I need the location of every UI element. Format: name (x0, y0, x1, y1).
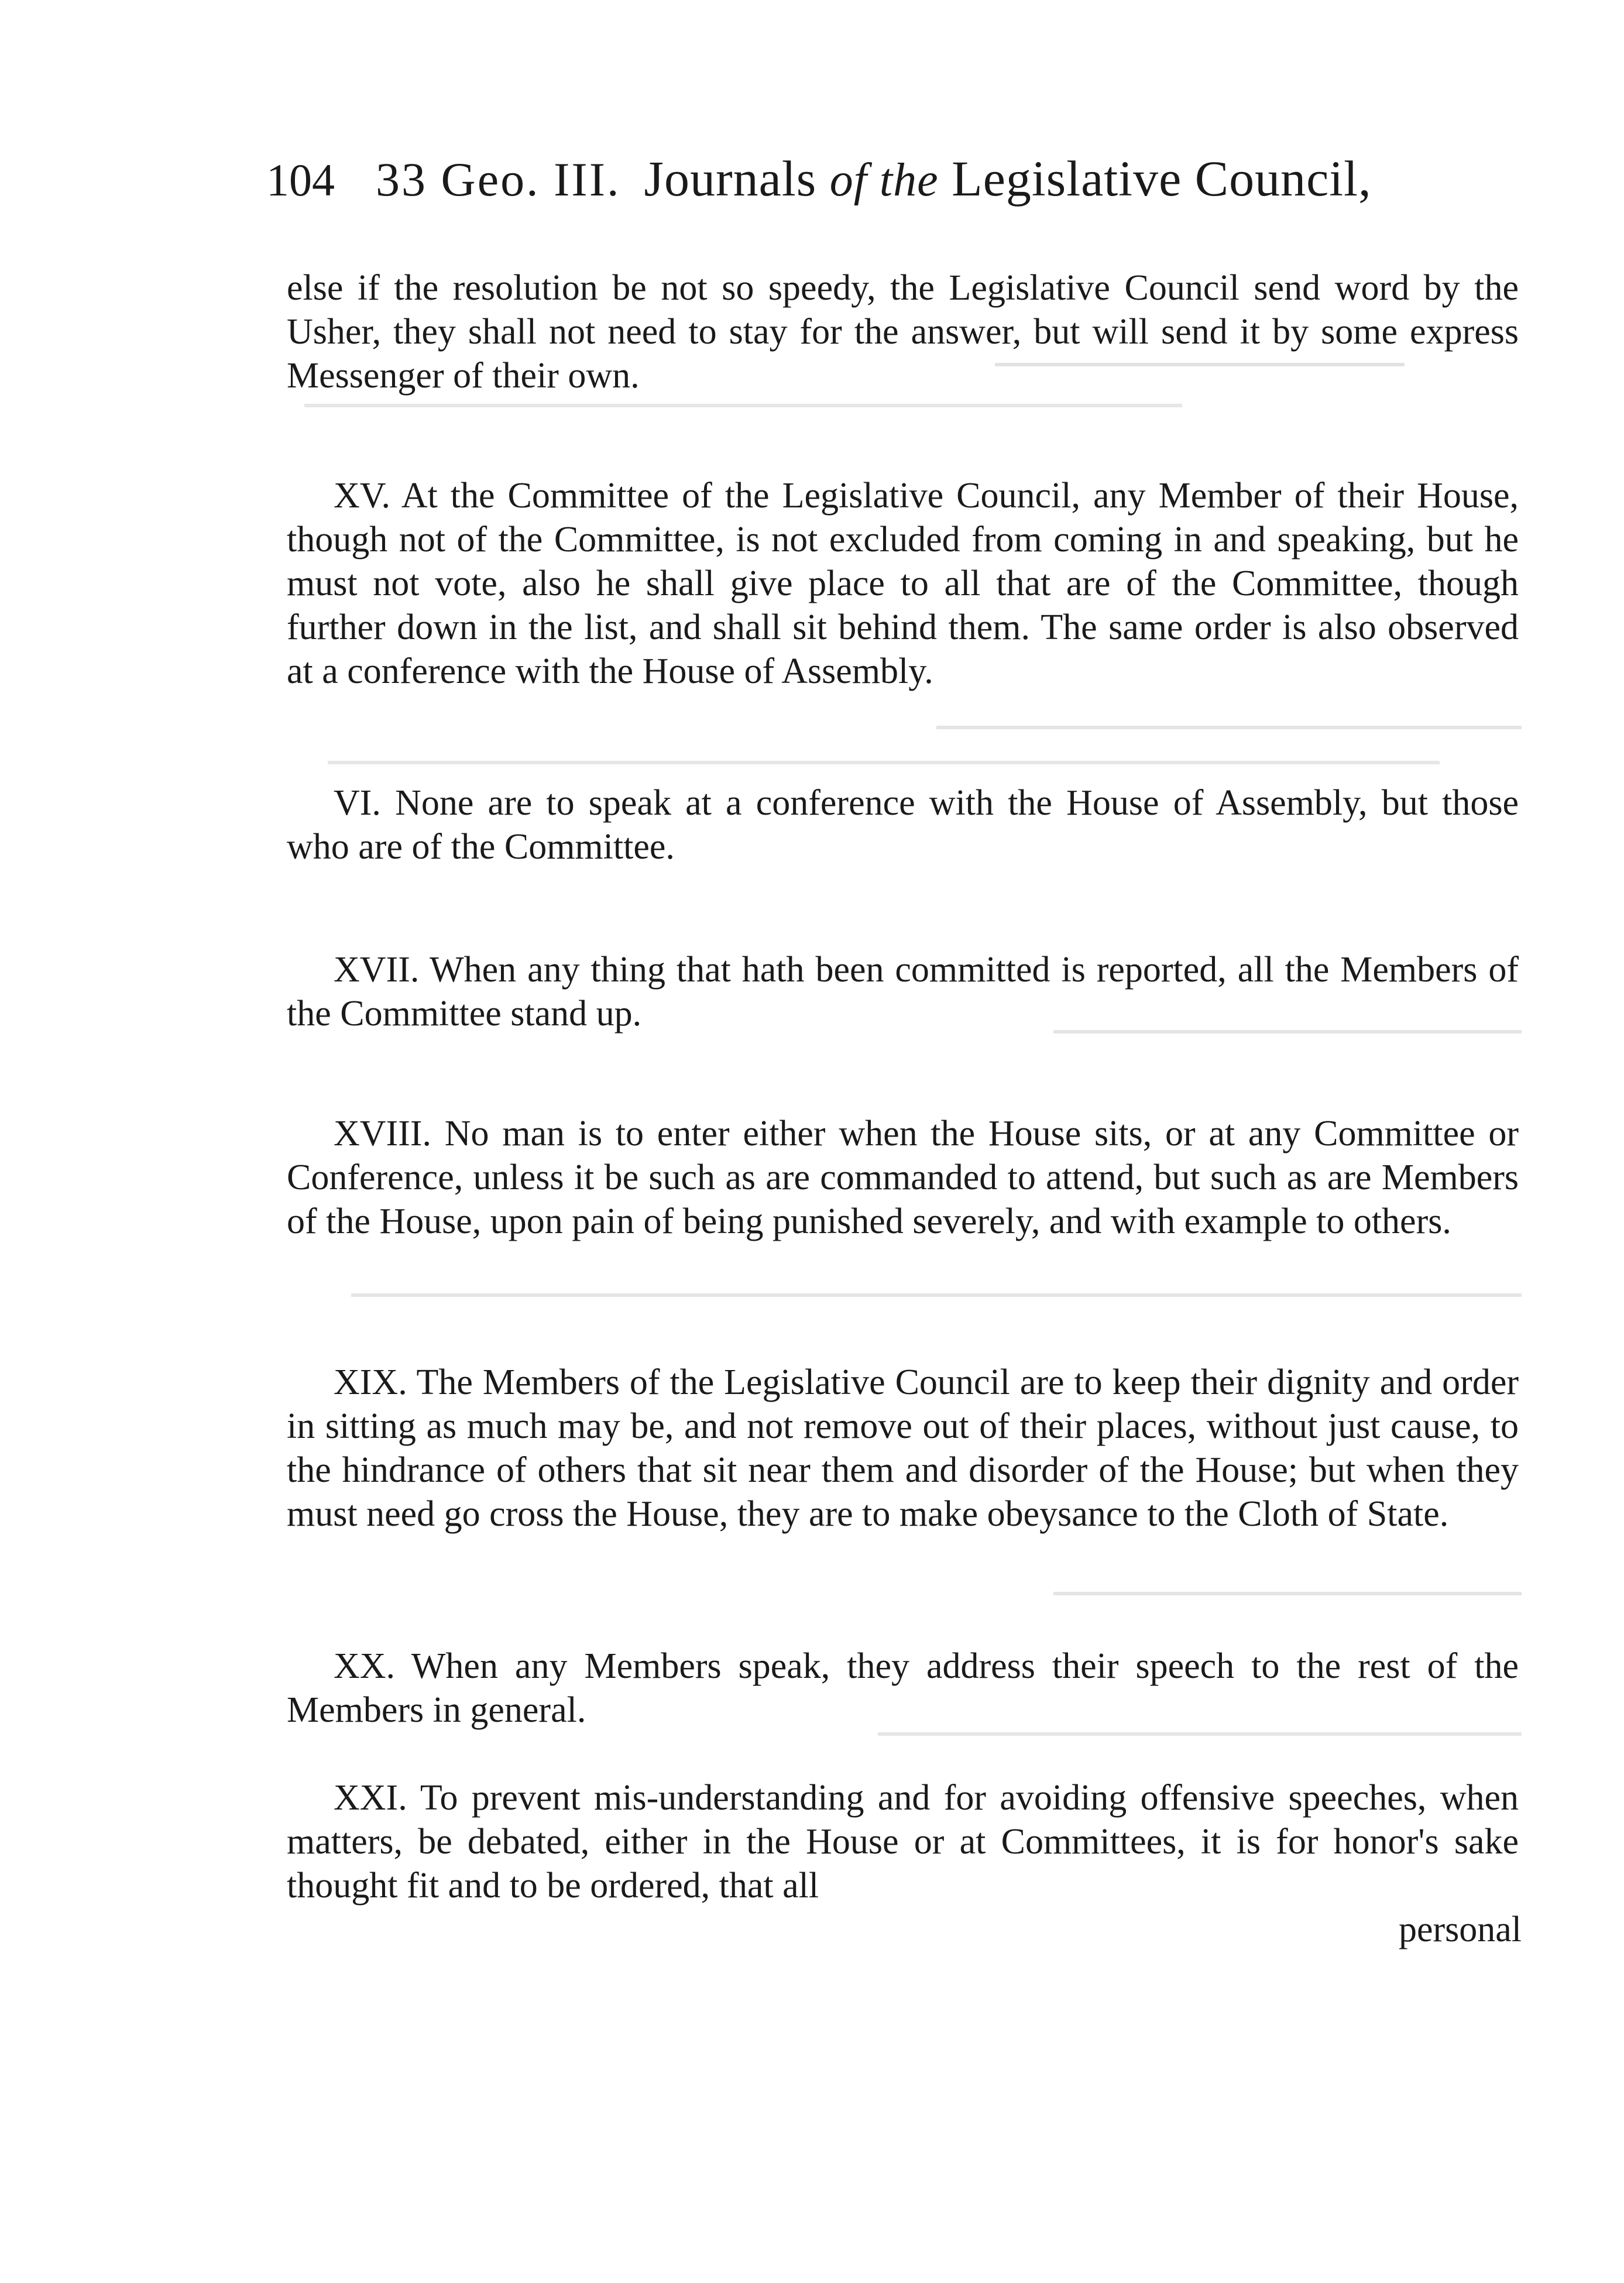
bleed-through-mark (936, 726, 1522, 729)
rule-xxi: XXI. To prevent mis-understanding and for avoiding offensive speeches, when matters, be debated, either in the House or at Committees, it is for honor's sake thought fit and to be ordered, that all (287, 1778, 1519, 1906)
page-number: 104 (266, 155, 335, 205)
rule-xx: XX. When any Members speak, they address their speech to the rest of the Members in general. (287, 1646, 1519, 1730)
journal-title-body: Legislative Council, (952, 150, 1372, 207)
bleed-through-mark (1053, 1592, 1522, 1595)
rule-xv: XV. At the Committee of the Legislative Council, any Member of their House, though not of the Committee, is not excluded from coming in and speaking, but he must not vote, also he shall give place to all that are of the Committee, though further down in the list, and shall sit behind them. The same order is also observed at a conference with the House of Assembly. (287, 476, 1519, 691)
catchword: personal (1398, 1910, 1522, 1949)
bleed-through-mark (328, 761, 1440, 764)
journal-title-of-the: of the (829, 155, 939, 206)
paragraph-continuation: else if the resolution be not so speedy, the Legislative Council send word by the Usher, they shall not need to stay for the answer, but will send it by some express Messenger of their own. (287, 268, 1519, 396)
rule-xvi: VI. None are to speak at a conference with the House of Assembly, but those who are of the Committee. (287, 783, 1519, 867)
running-head (266, 149, 1530, 219)
bleed-through-mark (304, 404, 1182, 407)
regnal-year: 33 Geo. III. (376, 153, 621, 206)
rule-xviii: XVIII. No man is to enter either when the House sits, or at any Committee or Conference, unless it be such as are commanded to attend, but such as are Members of the House, upon pain of being punished severely, and with example to others. (287, 1114, 1519, 1241)
rule-xix: XIX. The Members of the Legislative Council are to keep their dignity and order in sitting as much may be, and not remove out of their places, without just cause, to the hindrance of others that sit near them and disorder of the House; but when they must need go cross the House, they are to make obeysance to the Cloth of State. (287, 1362, 1519, 1534)
journal-title (644, 149, 1372, 208)
bleed-through-mark (351, 1293, 1522, 1297)
rule-xvii: XVII. When any thing that hath been committed is reported, all the Members of the Committee stand up. (287, 950, 1519, 1034)
bleed-through-mark (878, 1732, 1522, 1736)
journal-title-main: Journals (644, 150, 817, 207)
